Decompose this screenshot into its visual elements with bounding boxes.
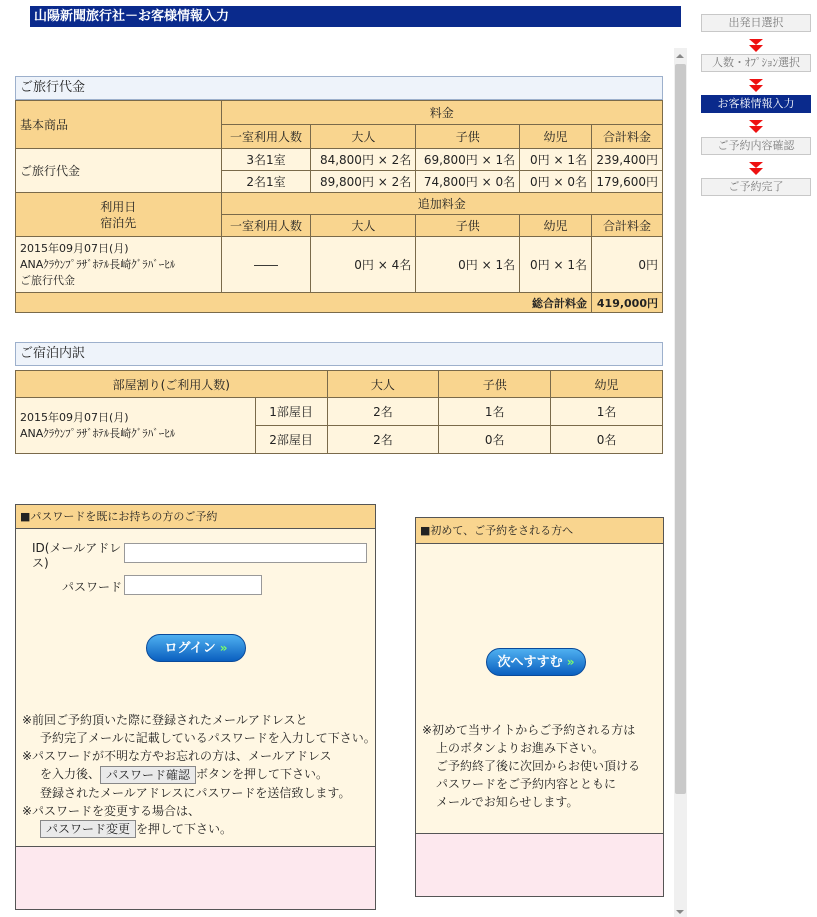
stay-table <box>15 370 663 454</box>
stay-section-heading: ご宿泊内訳 <box>15 342 663 366</box>
extra-desc: ご旅行代金 <box>20 273 75 287</box>
note-line: 予約完了メールに記載しているパスワードを入力して下さい。 <box>40 731 376 745</box>
infant-header: 幼児 <box>520 125 592 149</box>
adult-header: 大人 <box>327 371 439 398</box>
child-header: 子供 <box>439 371 551 398</box>
scrollbar-thumb[interactable] <box>675 64 686 794</box>
note-line: ※初めて当サイトからご予約される方は <box>422 723 636 737</box>
note-text: ボタンを押して下さい。 <box>196 767 329 781</box>
hotel-name: ANAｸﾗｳﾝﾌﾟﾗｻﾞﾎﾃﾙ長崎ｸﾞﾗﾊﾞｰﾋﾙ <box>20 426 176 440</box>
table-cell: 84,800円 × 2名 <box>311 149 416 171</box>
note-text: を押して下さい。 <box>136 821 233 836</box>
table-cell: 2部屋目 <box>255 426 327 454</box>
step-complete: ご予約完了 <box>701 178 811 196</box>
table-cell: 0円 × 1名 <box>520 237 592 293</box>
go-arrow-icon: » <box>219 641 228 655</box>
first-time-panel <box>415 517 664 897</box>
id-label-line: ID(メールアドレ <box>32 541 122 555</box>
table-cell: 239,400円 <box>591 149 662 171</box>
room-header: 部屋割り(ご利用人数) <box>16 371 328 398</box>
table-cell: 89,800円 × 2名 <box>311 171 416 193</box>
table-cell: ―― <box>221 237 311 293</box>
note-line: 上のボタンよりお進み下さい。 <box>436 741 605 755</box>
login-panel-footer <box>16 846 375 909</box>
total-header: 合計料金 <box>591 215 662 237</box>
note-line: ※前回ご予約頂いた際に登録されたメールアドレスと <box>22 713 308 727</box>
id-label-line: ス) <box>32 556 49 570</box>
step-arrow-icon <box>749 168 763 175</box>
note-text: を入力後、 <box>40 767 101 781</box>
note-line: ご予約終了後に次回からお使い頂ける <box>436 759 641 773</box>
table-row <box>16 237 663 293</box>
adult-header: 大人 <box>311 125 416 149</box>
page-title: 山陽新聞旅行社－お客様情報入力 <box>30 6 681 27</box>
date-place-header <box>16 193 222 237</box>
table-cell: 2名 <box>327 398 439 426</box>
grand-total-row <box>16 293 663 313</box>
table-cell: 69,800円 × 1名 <box>416 149 520 171</box>
base-product-header: 基本商品 <box>16 101 222 149</box>
note-line: ※パスワードが不明な方やお忘れの方は、メールアドレス <box>22 749 332 763</box>
step-customer-info: お客様情報入力 <box>701 95 811 113</box>
next-button[interactable] <box>486 648 586 676</box>
product-name: ご旅行代金 <box>16 149 222 193</box>
note-line <box>22 765 376 784</box>
place-header: 宿泊先 <box>100 215 137 230</box>
table-cell: 3名1室 <box>221 149 311 171</box>
step-departure-date: 出発日選択 <box>701 14 811 32</box>
table-cell: 0円 × 4名 <box>311 237 416 293</box>
note-line: メールでお知らせします。 <box>436 795 579 809</box>
login-button[interactable] <box>146 634 246 662</box>
grand-total-value: 419,000円 <box>591 293 662 313</box>
step-arrow-icon <box>749 126 763 133</box>
step-people-options: 人数・ｵﾌﾟｼｮﾝ選択 <box>701 54 811 72</box>
hotel-name: ANAｸﾗｳﾝﾌﾟﾗｻﾞﾎﾃﾙ長崎ｸﾞﾗﾊﾞｰﾋﾙ <box>20 257 176 271</box>
first-time-heading: ■初めて、ご予約をされる方へ <box>416 518 663 544</box>
infant-header: 幼児 <box>520 215 592 237</box>
password-confirm-button[interactable]: パスワード確認 <box>100 766 196 784</box>
extra-info <box>16 237 222 293</box>
next-button-label: 次へすすむ <box>497 655 563 670</box>
table-cell: 2名1室 <box>221 171 311 193</box>
login-button-label: ログイン <box>164 641 216 656</box>
step-confirm: ご予約内容確認 <box>701 137 811 155</box>
occupancy-header: 一室利用人数 <box>221 215 311 237</box>
step-arrow-icon <box>749 45 763 52</box>
adult-header: 大人 <box>311 215 416 237</box>
login-notes <box>22 711 376 838</box>
table-cell: 0円 × 1名 <box>416 237 520 293</box>
table-cell: 0名 <box>439 426 551 454</box>
child-header: 子供 <box>416 215 520 237</box>
table-cell: 1名 <box>551 398 663 426</box>
first-time-footer <box>416 833 663 896</box>
occupancy-header: 一室利用人数 <box>221 125 311 149</box>
infant-header: 幼児 <box>551 371 663 398</box>
scroll-up-icon[interactable] <box>676 54 684 58</box>
password-input[interactable] <box>124 575 262 595</box>
table-cell: 0名 <box>551 426 663 454</box>
table-cell: 1部屋目 <box>255 398 327 426</box>
grand-total-label: 総合計料金 <box>16 293 592 313</box>
stay-date: 2015年09月07日(月) <box>20 410 129 424</box>
first-time-notes <box>422 721 640 811</box>
password-change-button[interactable]: パスワード変更 <box>40 820 136 838</box>
table-cell: 2名 <box>327 426 439 454</box>
table-row <box>16 149 663 171</box>
table-row <box>16 398 663 426</box>
extra-fee-header: 追加料金 <box>221 193 662 215</box>
id-label <box>32 541 121 571</box>
date-header: 利用日 <box>100 199 137 214</box>
table-cell: 179,600円 <box>591 171 662 193</box>
scroll-down-icon[interactable] <box>676 910 684 914</box>
table-cell: 1名 <box>439 398 551 426</box>
note-line: 登録されたメールアドレスにパスワードを送信致します。 <box>40 785 351 800</box>
step-arrow-icon <box>749 85 763 92</box>
table-cell: 0円 × 0名 <box>520 171 592 193</box>
stay-info <box>16 398 256 454</box>
note-line <box>22 820 376 839</box>
table-cell: 0円 <box>591 237 662 293</box>
stay-date: 2015年09月07日(月) <box>20 241 129 255</box>
fee-header: 料金 <box>221 101 662 125</box>
table-cell: 74,800円 × 0名 <box>416 171 520 193</box>
email-input[interactable] <box>124 543 367 563</box>
fare-table <box>15 100 663 313</box>
note-line: パスワードをご予約内容とともに <box>436 777 617 791</box>
total-header: 合計料金 <box>591 125 662 149</box>
password-label: パスワード <box>62 580 123 594</box>
fare-section-heading: ご旅行代金 <box>15 76 663 100</box>
go-arrow-icon: » <box>566 655 575 669</box>
login-panel <box>15 504 376 910</box>
table-cell: 0円 × 1名 <box>520 149 592 171</box>
child-header: 子供 <box>416 125 520 149</box>
note-line: ※パスワードを変更する場合は、 <box>22 803 201 818</box>
login-panel-heading: ■パスワードを既にお持ちの方のご予約 <box>16 505 375 529</box>
